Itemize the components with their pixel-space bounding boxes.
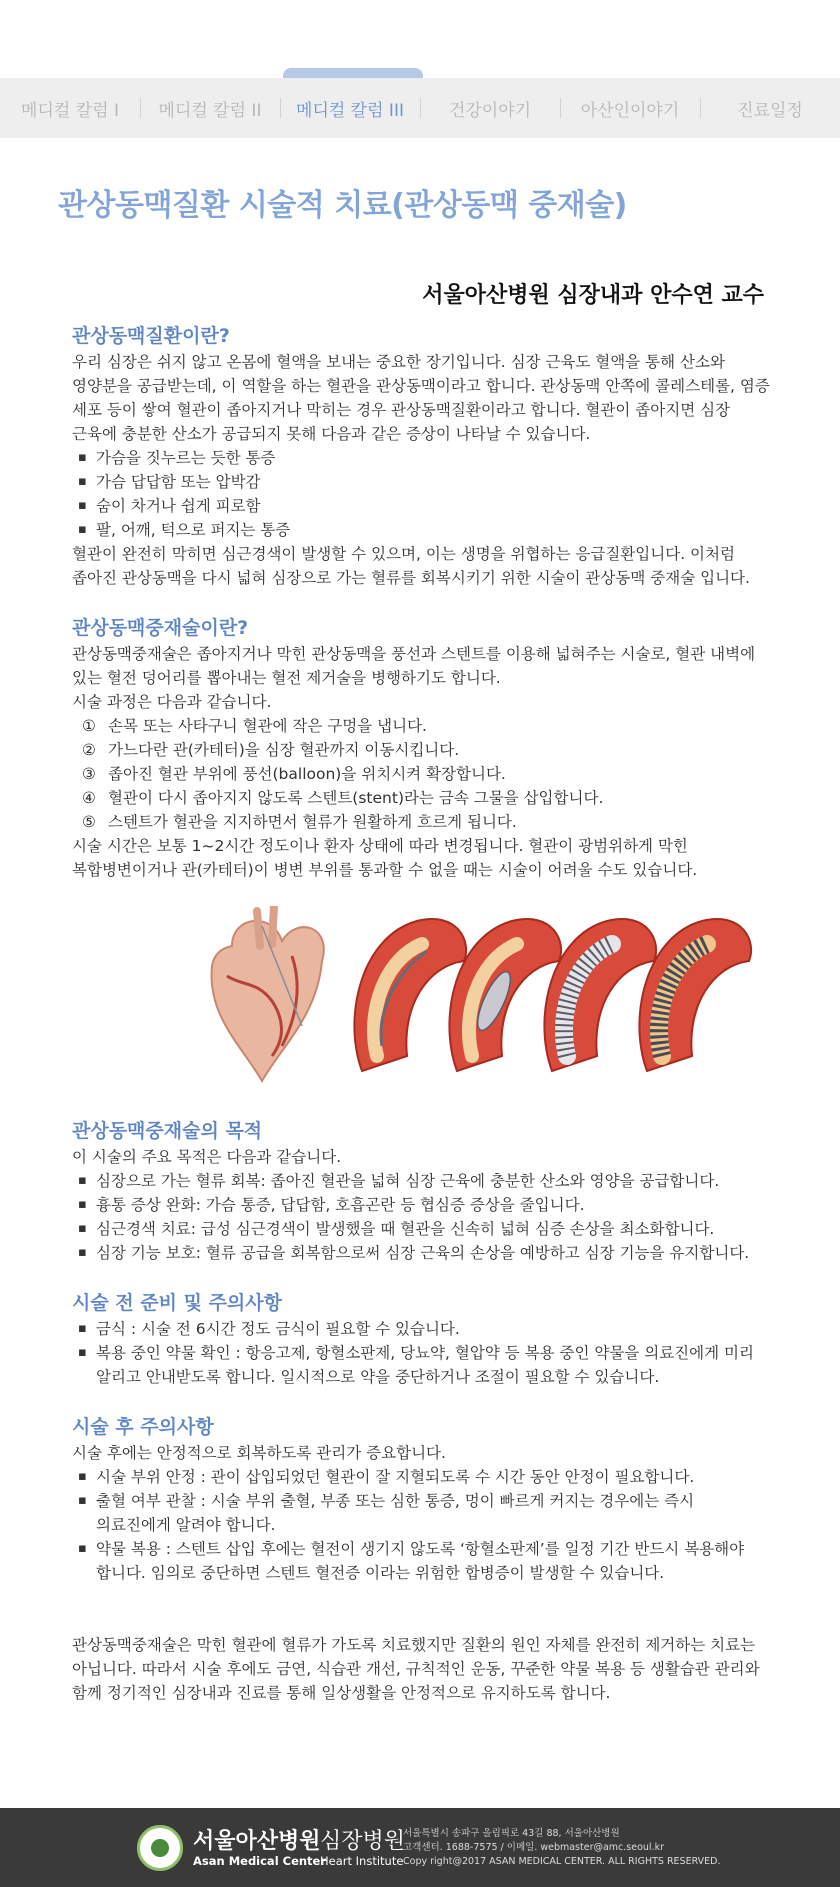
section-paragraph: 이 시술의 주요 목적은 다음과 같습니다. xyxy=(72,1148,342,1166)
procedure-steps xyxy=(72,714,772,834)
tab-health-story[interactable]: 건강이야기 xyxy=(420,78,560,138)
footer-contact[interactable]: 고객센터. 1688-7575 / 이메일. webmaster@amc.seoul.kr xyxy=(403,1842,664,1853)
step-number: ④ xyxy=(82,789,96,807)
list-item: ▪ 약물 복용 : 스텐트 삽입 후에는 혈전이 생기지 않도록 ‘항혈소판제’를 일정 기간 반드시 복용해야 합니다. 임의로 중단하면 스텐트 혈전증 이라는 위험한 합병증이 발생할 수 있습니다. xyxy=(72,1537,772,1585)
step-text: 가느다란 관(카테터)을 심장 혈관까지 이동시킵니다. xyxy=(108,741,460,759)
list-item xyxy=(72,714,772,738)
section-paragraph: 시술 후에는 안정적으로 회복하도록 관리가 증요합니다. xyxy=(72,1444,446,1462)
list-item: ▪ 심근경색 치료: 급성 심근경색이 발생했을 때 혈관을 신속히 넓혀 심증 손상을 최소화합니다. xyxy=(72,1217,772,1241)
list-item: ▪ 출혈 여부 관찰 : 시술 부위 출혈, 부종 또는 심한 통증, 멍이 빠르게 커지는 경우에는 즉시 의료진에게 알려야 합니다. xyxy=(72,1489,772,1537)
footer-copyright: Copy right@2017 ASAN MEDICAL CENTER. ALL RIGHTS RESERVED. xyxy=(403,1856,721,1867)
step-text: 혈관이 다시 좁아지지 않도록 스텐트(stent)라는 금속 그물을 삽입합니다. xyxy=(108,789,604,807)
section-paragraph: 시술 시간은 보통 1~2시간 정도이나 환자 상태에 따라 변경됩니다. 혈관이 광범위하게 막힌 복합병변이거나 관(카테터)이 병변 부위를 통과할 수 없을 때는 시술이 어려울 수도 있습니다. xyxy=(72,837,698,879)
list-item: ▪ 복용 중인 약물 확인 : 항응고제, 항혈소판제, 당뇨약, 혈압약 등 복용 중인 약물을 의료진에게 미리 알리고 안내받도록 합니다. 일시적으로 약을 중단하거나 조절이 필요할 수 있습니다. xyxy=(72,1341,772,1389)
list-item: ▪ 가슴을 짓누르는 듯한 통증 xyxy=(72,446,772,470)
section-title-post-procedure: 시술 후 주의사항 xyxy=(72,1416,214,1438)
author-byline: 서울아산병원 심장내과 안수연 교수 xyxy=(422,283,764,308)
pre-procedure-list xyxy=(72,1317,772,1389)
conclusion-paragraph: 관상동맥중재술은 막힌 혈관에 혈류가 가도록 치료했지만 질환의 원인 자체를 완전히 제거하는 치료는 아닙니다. 따라서 시술 후에도 금연, 식습관 개선, 규칙적인 운동, 꾸준한 약물 복용 등 생활습관 관리와 함께 정기적인 심장내과 진료를 통해 일상생활을 안정적으로 유지하도록 합니다. xyxy=(72,1636,760,1702)
list-item xyxy=(72,810,772,834)
section-paragraph: 시술 과정은 다음과 같습니다. xyxy=(72,693,272,711)
page-title: 관상동맥질환 시술적 치료(관상동맥 중재술) xyxy=(58,188,627,223)
footer-address: 서울특별시 송파구 올림픽로 43길 88, 서울아산병원 xyxy=(403,1828,620,1839)
purpose-list xyxy=(72,1169,772,1265)
artery-illustration-stent-placed xyxy=(639,919,751,1071)
section-paragraph: 혈관이 완전히 막히면 심근경색이 발생할 수 있으며, 이는 생명을 위협하는 응급질환입니다. 이처럼 좁아진 관상동맥을 다시 넓혀 심장으로 가는 혈류를 회복시키기 위한 시술이 관상동맥 중재술 입니다. xyxy=(72,545,750,587)
section-title-what-is-pci: 관상동맥중재술이란? xyxy=(72,617,249,639)
pci-illustration xyxy=(202,906,762,1086)
tab-medical-column-1[interactable]: 메디컬 칼럼 I xyxy=(21,100,119,121)
department-name-korean: 심장병원 xyxy=(320,1829,406,1854)
site-footer xyxy=(0,1808,840,1887)
list-item: ▪ 가슴 답답함 또는 압박감 xyxy=(72,470,772,494)
section-title-pre-procedure: 시술 전 준비 및 주의사항 xyxy=(72,1292,282,1314)
list-item: ▪ 팔, 어깨, 턱으로 퍼지는 통증 xyxy=(72,518,772,542)
brand-name-korean: 서울아산병원 xyxy=(193,1829,321,1854)
article-body xyxy=(72,322,772,1705)
step-number: ⑤ xyxy=(82,813,96,831)
tab-medical-column-2[interactable]: 메디컬 칼럼 II xyxy=(140,78,280,138)
step-number: ② xyxy=(82,741,96,759)
footer-info xyxy=(403,1827,721,1869)
list-item: ▪ 심장 기능 보호: 혈류 공급을 회복함으로써 심장 근육의 손상을 예방하고 심장 기능을 유지합니다. xyxy=(72,1241,772,1265)
section-paragraph: 우리 심장은 쉬지 않고 온몸에 혈액을 보내는 중요한 장기입니다. 심장 근육도 혈액을 통해 산소와 영양분을 공급받는데, 이 역할을 하는 혈관을 관상동맥이라고 합니다. 관상동맥 안쪽에 콜레스테롤, 염증 세포 등이 쌓여 혈관이 좁아지거나 막히는 경우 관상동맥질환이라고 합니다. 혈관이 좁아지면 심장 근육에 충분한 산소가 공급되지 못해 다음과 같은 증상이 나타날 수 있습니다. xyxy=(72,353,770,443)
step-number: ① xyxy=(82,717,96,735)
tab-asan-people-story[interactable]: 아산인이야기 xyxy=(560,78,700,138)
list-item: ▪ 금식 : 시술 전 6시간 정도 금식이 필요할 수 있습니다. xyxy=(72,1317,772,1341)
heart-illustration xyxy=(212,906,324,1081)
step-number: ③ xyxy=(82,765,96,783)
list-item: ▪ 흉통 증상 완화: 가슴 통증, 답답함, 호흡곤란 등 협심증 증상을 줄입니다. xyxy=(72,1193,772,1217)
brand-name-english: Asan Medical Center xyxy=(193,1854,327,1868)
step-text: 좁아진 혈관 부위에 풍선(balloon)을 위치시켜 확장합니다. xyxy=(108,765,506,783)
artery-illustration-balloon xyxy=(449,919,561,1071)
tab-medical-column-3[interactable]: 메디컬 칼럼 III xyxy=(280,78,420,138)
step-text: 스텐트가 혈관을 지지하면서 혈류가 원활하게 흐르게 됩니다. xyxy=(108,813,517,831)
list-item: ▪ 숨이 차거나 쉽게 피로함 xyxy=(72,494,772,518)
list-item: ▪ 시술 부위 안정 : 관이 삽입되었던 혈관이 잘 지혈되도록 수 시간 동안 안정이 필요합니다. xyxy=(72,1465,772,1489)
column-tab-bar xyxy=(0,78,840,138)
symptom-list xyxy=(72,446,772,542)
section-title-pci-purpose: 관상동맥중재술의 목적 xyxy=(72,1120,263,1142)
tab-schedule[interactable]: 진료일정 xyxy=(700,78,840,138)
section-paragraph: 관상동맥중재술은 좁아지거나 막힌 관상동맥을 풍선과 스텐트를 이용해 넓혀주는 시술로, 혈관 내벽에 있는 혈전 덩어리를 뽑아내는 혈전 제거술을 병행하기도 합니다. xyxy=(72,645,756,687)
section-title-what-is-cad: 관상동맥질환이란? xyxy=(72,325,230,347)
department-name-english: Heart Institute xyxy=(320,1854,404,1868)
post-procedure-list xyxy=(72,1465,772,1585)
hospital-emblem-icon xyxy=(137,1825,183,1871)
step-text: 손목 또는 사타구니 혈관에 작은 구멍을 냅니다. xyxy=(108,717,427,735)
list-item: ▪ 심장으로 가는 혈류 회복: 좁아진 혈관을 넓혀 심장 근육에 충분한 산소와 영양을 공급합니다. xyxy=(72,1169,772,1193)
list-item xyxy=(72,786,772,810)
list-item xyxy=(72,738,772,762)
artery-illustration-catheter xyxy=(354,919,466,1071)
list-item xyxy=(72,762,772,786)
artery-illustration-stent-expansion xyxy=(544,919,656,1071)
